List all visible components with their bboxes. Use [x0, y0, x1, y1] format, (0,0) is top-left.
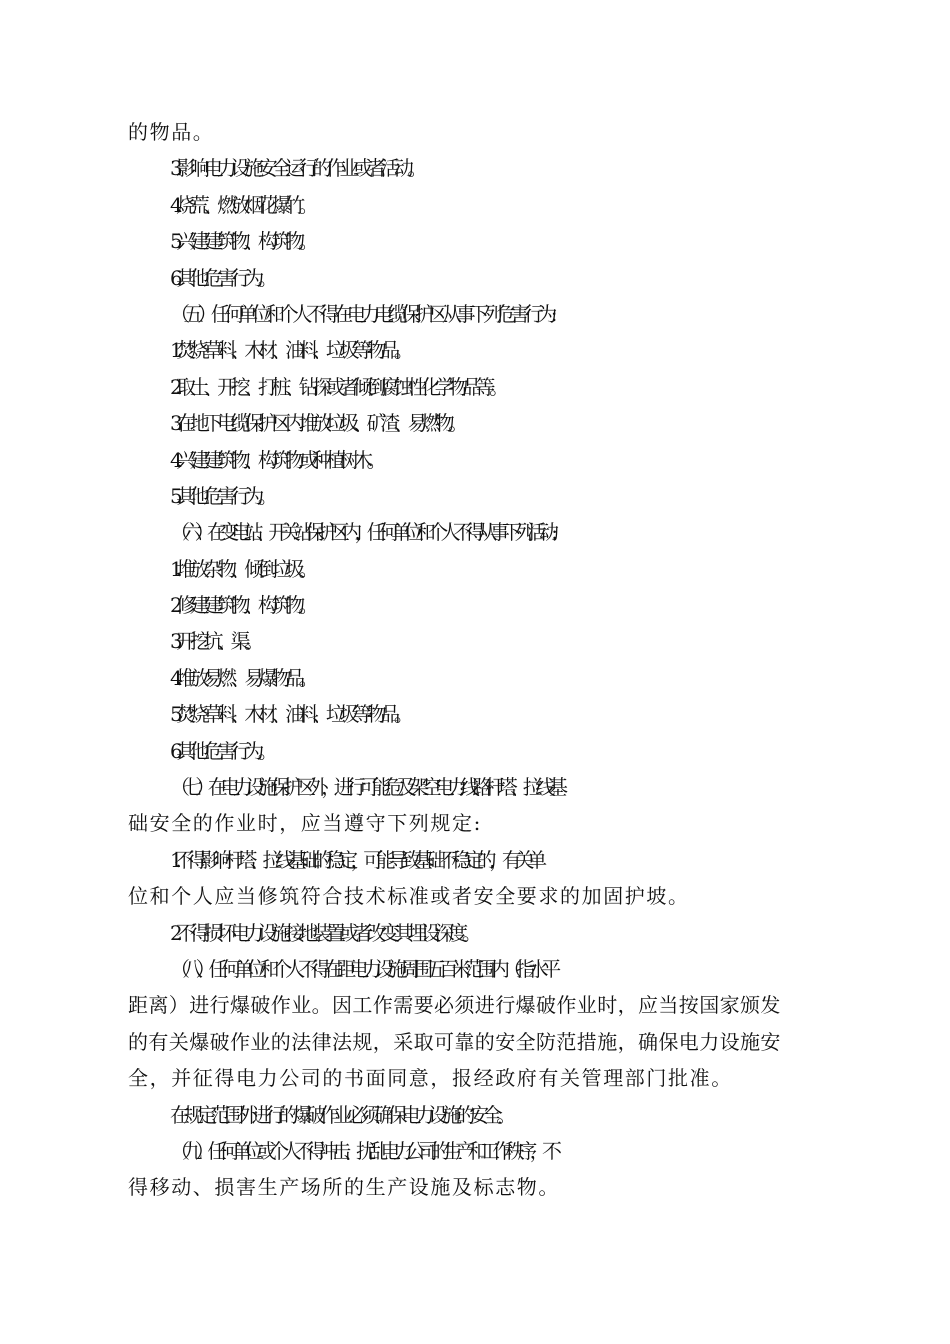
- section-heading: （九）任何单位或个人不得冲击、扰乱电力公司的生产和工作秩序，不: [170, 1138, 555, 1163]
- text-line: 在规定范围外进行的爆破作业必须确保电力设施的安全。: [170, 1102, 510, 1127]
- text-line: 3.在地下电缆保护区内堆放垃圾、矿渣、易燃物。: [170, 411, 462, 436]
- text-line: 位和个人应当修筑符合技术标准或者安全要求的加固护坡。: [128, 884, 690, 909]
- text-line: 础安全的作业时，应当遵守下列规定:: [128, 811, 482, 836]
- text-line: 1.不得影响杆塔、拉线基础的稳定，可能导致基础不稳定的，有关单: [170, 847, 540, 872]
- text-line: 4.烧荒、燃放烟花爆竹。: [170, 192, 313, 217]
- text-line: 1.堆放杂物、倾倒垃圾。: [170, 556, 313, 581]
- text-line: 距离）进行爆破作业。因工作需要必须进行爆破作业时，应当按国家颁发: [128, 993, 781, 1018]
- section-heading: （七）在电力设施保护区外，进行可能危及架空电力线路杆塔、拉线基: [170, 775, 561, 800]
- section-heading: （六）在变电站、开关站保护区内，任何单位和个人不得从事下列活动:: [170, 520, 551, 545]
- text-line: 全，并征得电力公司的书面同意，报经政府有关管理部门批准。: [128, 1066, 733, 1091]
- section-heading: （八）任何单位和个人不得在距电力设施周围五百米范围内（指水平: [170, 956, 554, 981]
- text-line: 5.其他危害行为。: [170, 483, 272, 508]
- text-line: 2.修建建筑物、构筑物。: [170, 593, 313, 618]
- document-body: [128, 114, 828, 1206]
- section-heading: （五）任何单位和个人不得在电力电缆保护区从事下列危害行为:: [170, 301, 552, 326]
- text-line: 3.影响电力设施安全运行的作业或者活动。: [170, 156, 422, 181]
- text-line: 2.取土、开挖、打桩、钻探或者倾倒腐蚀性化学物品等。: [170, 374, 503, 399]
- text-line: 4.兴建建筑物、构筑物或种植树木。: [170, 447, 381, 472]
- text-line: 得移动、损害生产场所的生产设施及标志物。: [128, 1175, 560, 1200]
- text-line: 1.焚烧草料、木材、油料、垃圾等物品。: [170, 338, 408, 363]
- text-line: 5.兴建建筑物、构筑物。: [170, 229, 313, 254]
- text-line: 5.焚烧草料、木材、油料、垃圾等物品。: [170, 702, 408, 727]
- text-line: 的物品。: [128, 120, 215, 144]
- text-line: 4.堆放易燃、易爆物品。: [170, 665, 313, 690]
- text-line: 2.不得损坏电力设施接地装置或者改变其埋设深度。: [170, 920, 476, 945]
- text-line: 3.开挖坑、渠。: [170, 629, 258, 654]
- text-line: 的有关爆破作业的法律法规，采取可靠的安全防范措施，确保电力设施安: [128, 1029, 781, 1054]
- text-line: 6.其他危害行为。: [170, 265, 272, 290]
- text-line: 6.其他危害行为。: [170, 738, 272, 763]
